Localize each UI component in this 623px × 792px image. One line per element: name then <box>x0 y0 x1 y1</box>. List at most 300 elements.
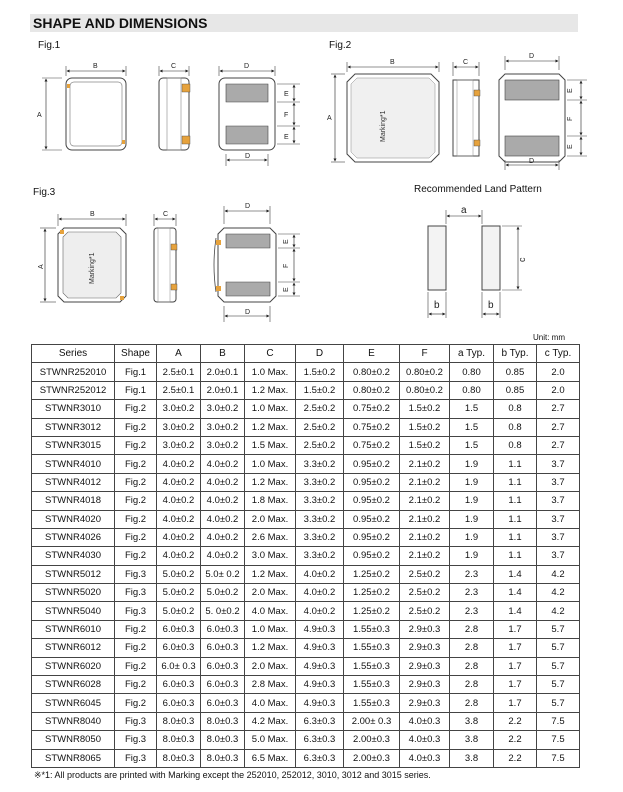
table-cell: 6.0±0.3 <box>201 657 245 675</box>
table-cell: STWNR3015 <box>32 436 115 454</box>
land-dim-b-right: b <box>488 300 494 311</box>
table-cell: 3.0 Max. <box>245 547 296 565</box>
table-cell: 2.9±0.3 <box>400 639 450 657</box>
table-cell: Fig.2 <box>115 676 157 694</box>
table-cell: 0.8 <box>494 400 537 418</box>
fig1-dim-d-top: D <box>244 63 250 70</box>
table-row <box>32 602 580 620</box>
table-cell: 2.5±0.1 <box>157 363 201 381</box>
table-cell: 1.4 <box>494 602 537 620</box>
column-header: F <box>400 345 450 363</box>
table-cell: 2.7 <box>537 418 580 436</box>
table-cell: Fig.2 <box>115 418 157 436</box>
table-row <box>32 657 580 675</box>
table-cell: 3.3±0.2 <box>296 528 344 546</box>
table-row <box>32 565 580 583</box>
table-cell: 0.85 <box>494 363 537 381</box>
table-cell: 0.75±0.2 <box>344 400 400 418</box>
column-header: Shape <box>115 345 157 363</box>
table-cell: Fig.2 <box>115 400 157 418</box>
table-cell: 4.2 <box>537 565 580 583</box>
table-cell: 1.7 <box>494 676 537 694</box>
fig1-dim-d-bottom: D <box>245 153 251 160</box>
table-cell: 2.7 <box>537 400 580 418</box>
table-cell: Fig.2 <box>115 547 157 565</box>
table-cell: 4.0±0.2 <box>157 473 201 491</box>
fig1-dim-b: B <box>93 63 98 70</box>
fig2-dim-b: B <box>390 59 395 66</box>
table-cell: 1.0 Max. <box>245 363 296 381</box>
table-cell: 1.2 Max. <box>245 381 296 399</box>
fig1-dim-e-bottom: E <box>284 134 289 141</box>
table-cell: 6.0±0.3 <box>157 676 201 694</box>
unit-label: Unit: mm <box>533 333 565 342</box>
table-cell: 4.2 <box>537 602 580 620</box>
table-cell: 2.1±0.2 <box>400 492 450 510</box>
table-cell: 1.0 Max. <box>245 455 296 473</box>
table-cell: 4.2 <box>537 584 580 602</box>
table-cell: 3.7 <box>537 547 580 565</box>
table-cell: 3.0±0.2 <box>201 400 245 418</box>
table-cell: 7.5 <box>537 731 580 749</box>
table-cell: STWNR5020 <box>32 584 115 602</box>
fig3-dim-e-top: E <box>283 239 290 244</box>
table-cell: 1.5 Max. <box>245 436 296 454</box>
table-cell: 4.2 Max. <box>245 712 296 730</box>
table-cell: Fig.2 <box>115 657 157 675</box>
table-cell: 0.95±0.2 <box>344 455 400 473</box>
fig1-label: Fig.1 <box>38 40 61 51</box>
table-cell: 0.80 <box>450 363 494 381</box>
table-cell: Fig.2 <box>115 473 157 491</box>
table-cell: 3.0±0.2 <box>201 418 245 436</box>
table-cell: 0.80±0.2 <box>400 363 450 381</box>
table-cell: 1.9 <box>450 510 494 528</box>
column-header: a Typ. <box>450 345 494 363</box>
table-cell: 1.1 <box>494 492 537 510</box>
fig2-drawing <box>325 50 595 175</box>
table-cell: 1.1 <box>494 528 537 546</box>
fig2-dim-a: A <box>327 115 332 122</box>
table-cell: STWNR6028 <box>32 676 115 694</box>
table-cell: 1.1 <box>494 547 537 565</box>
table-cell: 3.3±0.2 <box>296 547 344 565</box>
table-cell: Fig.3 <box>115 731 157 749</box>
table-cell: 1.7 <box>494 639 537 657</box>
table-cell: 1.9 <box>450 528 494 546</box>
table-cell: Fig.2 <box>115 492 157 510</box>
table-row <box>32 473 580 491</box>
table-cell: 3.0±0.2 <box>157 418 201 436</box>
table-cell: 2.1±0.2 <box>400 510 450 528</box>
table-cell: 1.2 Max. <box>245 418 296 436</box>
table-cell: 2.2 <box>494 749 537 767</box>
fig3-dim-c: C <box>163 211 169 218</box>
table-cell: 1.0 Max. <box>245 620 296 638</box>
fig3-dim-d-bottom: D <box>245 309 251 316</box>
table-cell: 2.9±0.3 <box>400 657 450 675</box>
table-cell: 4.0±0.2 <box>201 455 245 473</box>
land-pad-right <box>482 226 500 290</box>
table-cell: 2.2 <box>494 731 537 749</box>
table-cell: 0.95±0.2 <box>344 547 400 565</box>
table-cell: 1.1 <box>494 455 537 473</box>
table-cell: 6.0±0.3 <box>201 676 245 694</box>
table-cell: 3.3±0.2 <box>296 455 344 473</box>
table-cell: 2.3 <box>450 565 494 583</box>
fig3-drawing <box>30 198 320 328</box>
table-row <box>32 547 580 565</box>
table-cell: STWNR6012 <box>32 639 115 657</box>
table-cell: STWNR6020 <box>32 657 115 675</box>
table-cell: 8.0±0.3 <box>157 731 201 749</box>
table-cell: 7.5 <box>537 712 580 730</box>
table-row <box>32 455 580 473</box>
table-cell: 5.0±0.2 <box>157 584 201 602</box>
table-cell: Fig.1 <box>115 363 157 381</box>
table-cell: 0.80 <box>450 381 494 399</box>
table-cell: 3.7 <box>537 455 580 473</box>
table-cell: 8.0±0.3 <box>201 749 245 767</box>
table-cell: Fig.3 <box>115 712 157 730</box>
table-cell: 2.00± 0.3 <box>344 712 400 730</box>
table-cell: 0.95±0.2 <box>344 492 400 510</box>
table-cell: 6.0±0.3 <box>157 620 201 638</box>
table-cell: 6.3±0.3 <box>296 749 344 767</box>
table-cell: 5. 0±0.2 <box>201 602 245 620</box>
table-cell: 1.5±0.2 <box>296 381 344 399</box>
table-row <box>32 749 580 767</box>
dimensions-table <box>31 344 580 768</box>
table-cell: 1.0 Max. <box>245 400 296 418</box>
fig3-dim-a: A <box>38 264 45 269</box>
fig1-dim-f: F <box>284 112 289 119</box>
land-dim-c: c <box>517 257 527 262</box>
table-cell: 4.0 Max. <box>245 602 296 620</box>
table-cell: 2.8 <box>450 639 494 657</box>
table-cell: 4.9±0.3 <box>296 639 344 657</box>
table-cell: 4.0±0.2 <box>201 528 245 546</box>
table-cell: 4.0±0.2 <box>157 510 201 528</box>
table-cell: 5.0±0.2 <box>157 565 201 583</box>
table-cell: 1.25±0.2 <box>344 602 400 620</box>
table-cell: 2.5±0.2 <box>400 584 450 602</box>
table-cell: 1.7 <box>494 694 537 712</box>
table-cell: Fig.3 <box>115 602 157 620</box>
table-cell: 1.25±0.2 <box>344 584 400 602</box>
table-cell: 2.9±0.3 <box>400 694 450 712</box>
column-header: C <box>245 345 296 363</box>
page-title: SHAPE AND DIMENSIONS <box>33 15 208 31</box>
table-cell: 1.5±0.2 <box>296 363 344 381</box>
table-cell: 1.2 Max. <box>245 639 296 657</box>
table-cell: 3.3±0.2 <box>296 510 344 528</box>
table-cell: STWNR5012 <box>32 565 115 583</box>
fig2-marking: Marking*1 <box>380 110 387 142</box>
column-header: E <box>344 345 400 363</box>
table-row <box>32 418 580 436</box>
table-cell: 1.9 <box>450 492 494 510</box>
table-cell: 6.0±0.3 <box>201 694 245 712</box>
fig1-dim-a: A <box>37 112 42 119</box>
table-cell: 5.7 <box>537 639 580 657</box>
table-row <box>32 584 580 602</box>
table-cell: 1.5±0.2 <box>400 436 450 454</box>
table-cell: STWNR8050 <box>32 731 115 749</box>
table-cell: 1.9 <box>450 547 494 565</box>
table-cell: 3.8 <box>450 749 494 767</box>
table-cell: 1.7 <box>494 657 537 675</box>
table-cell: 4.0±0.2 <box>201 510 245 528</box>
table-cell: 3.7 <box>537 492 580 510</box>
table-cell: 2.00±0.3 <box>344 749 400 767</box>
table-cell: 5.7 <box>537 657 580 675</box>
table-cell: Fig.3 <box>115 584 157 602</box>
fig3-dim-b: B <box>90 211 95 218</box>
table-cell: 4.9±0.3 <box>296 676 344 694</box>
table-cell: Fig.1 <box>115 381 157 399</box>
table-cell: 0.80±0.2 <box>344 363 400 381</box>
fig2-dim-d-top: D <box>529 53 535 60</box>
table-cell: 2.2 <box>494 712 537 730</box>
table-cell: 2.1±0.2 <box>400 455 450 473</box>
fig2-dim-c: C <box>463 59 469 66</box>
table-cell: 1.5±0.2 <box>400 400 450 418</box>
table-cell: 0.85 <box>494 381 537 399</box>
table-cell: 4.0 Max. <box>245 694 296 712</box>
table-cell: 2.8 Max. <box>245 676 296 694</box>
table-cell: 3.7 <box>537 510 580 528</box>
table-cell: 0.8 <box>494 418 537 436</box>
table-cell: 6.0±0.3 <box>201 639 245 657</box>
table-cell: 2.0 Max. <box>245 657 296 675</box>
table-cell: 0.75±0.2 <box>344 436 400 454</box>
table-cell: 0.75±0.2 <box>344 418 400 436</box>
fig1-dim-e-top: E <box>284 91 289 98</box>
table-cell: 0.80±0.2 <box>344 381 400 399</box>
column-header: c Typ. <box>537 345 580 363</box>
table-row <box>32 400 580 418</box>
table-cell: 2.8 <box>450 657 494 675</box>
table-cell: 4.0±0.2 <box>201 473 245 491</box>
table-cell: 2.6 Max. <box>245 528 296 546</box>
table-cell: 3.7 <box>537 528 580 546</box>
table-cell: 4.9±0.3 <box>296 657 344 675</box>
table-cell: 8.0±0.3 <box>201 712 245 730</box>
table-cell: 1.2 Max. <box>245 473 296 491</box>
table-row <box>32 712 580 730</box>
table-cell: 3.8 <box>450 731 494 749</box>
footnote: ※*1: All products are printed with Marking except the 252010, 252012, 3010, 3012 and 3015 series. <box>34 770 431 780</box>
table-cell: STWNR6045 <box>32 694 115 712</box>
table-cell: 2.9±0.3 <box>400 620 450 638</box>
table-cell: 8.0±0.3 <box>201 731 245 749</box>
table-cell: 4.0±0.2 <box>157 455 201 473</box>
fig2-dim-f: F <box>567 116 574 121</box>
table-cell: 6.0±0.3 <box>157 639 201 657</box>
column-header: Series <box>32 345 115 363</box>
table-cell: 0.95±0.2 <box>344 510 400 528</box>
table-cell: 4.0±0.2 <box>157 492 201 510</box>
table-cell: Fig.2 <box>115 436 157 454</box>
table-cell: 1.9 <box>450 473 494 491</box>
table-cell: 0.95±0.2 <box>344 473 400 491</box>
column-header: A <box>157 345 201 363</box>
table-cell: 3.8 <box>450 712 494 730</box>
table-row <box>32 363 580 381</box>
table-row <box>32 676 580 694</box>
table-cell: 2.00±0.3 <box>344 731 400 749</box>
table-cell: 1.1 <box>494 473 537 491</box>
table-cell: 6.5 Max. <box>245 749 296 767</box>
table-cell: 3.0±0.2 <box>201 436 245 454</box>
fig1-dim-c: C <box>171 63 177 70</box>
table-cell: 5.0±0.2 <box>157 602 201 620</box>
table-cell: 2.0 Max. <box>245 584 296 602</box>
table-cell: 6.0±0.3 <box>201 620 245 638</box>
table-cell: 3.7 <box>537 473 580 491</box>
table-cell: 3.0±0.2 <box>157 400 201 418</box>
table-cell: STWNR8065 <box>32 749 115 767</box>
table-cell: 0.95±0.2 <box>344 528 400 546</box>
column-header: D <box>296 345 344 363</box>
table-row <box>32 492 580 510</box>
table-cell: 2.5±0.2 <box>400 602 450 620</box>
table-cell: 2.0±0.1 <box>201 381 245 399</box>
table-cell: 3.0±0.2 <box>157 436 201 454</box>
table-cell: STWNR4010 <box>32 455 115 473</box>
table-cell: 2.8 <box>450 694 494 712</box>
fig2-dim-d-bottom: D <box>529 158 535 165</box>
table-cell: STWNR4026 <box>32 528 115 546</box>
table-row <box>32 381 580 399</box>
land-pattern-label: Recommended Land Pattern <box>414 184 542 195</box>
table-cell: 1.8 Max. <box>245 492 296 510</box>
fig1-top-view <box>66 78 126 150</box>
table-cell: 1.9 <box>450 455 494 473</box>
table-cell: 2.8 <box>450 620 494 638</box>
table-cell: Fig.3 <box>115 749 157 767</box>
column-header: B <box>201 345 245 363</box>
fig3-marking: Marking*1 <box>89 252 96 284</box>
table-cell: STWNR5040 <box>32 602 115 620</box>
table-cell: Fig.2 <box>115 639 157 657</box>
table-cell: 1.4 <box>494 584 537 602</box>
table-cell: 5.0 Max. <box>245 731 296 749</box>
table-cell: 4.0±0.3 <box>400 731 450 749</box>
table-cell: 1.55±0.3 <box>344 676 400 694</box>
table-cell: 8.0±0.3 <box>157 712 201 730</box>
table-cell: 1.5±0.2 <box>400 418 450 436</box>
table-cell: STWNR8040 <box>32 712 115 730</box>
table-cell: 2.0 <box>537 363 580 381</box>
fig3-dim-e-bottom: E <box>283 287 290 292</box>
table-cell: 4.9±0.3 <box>296 620 344 638</box>
table-cell: 1.5 <box>450 400 494 418</box>
table-body <box>32 363 580 768</box>
table-cell: 1.7 <box>494 620 537 638</box>
table-cell: 2.8 <box>450 676 494 694</box>
table-cell: Fig.2 <box>115 620 157 638</box>
table-cell: STWNR4018 <box>32 492 115 510</box>
table-cell: 4.0±0.3 <box>400 712 450 730</box>
table-cell: 2.5±0.2 <box>296 418 344 436</box>
fig3-label: Fig.3 <box>33 187 56 198</box>
table-cell: STWNR252010 <box>32 363 115 381</box>
table-cell: 1.4 <box>494 565 537 583</box>
table-cell: 4.0±0.2 <box>201 547 245 565</box>
table-cell: 2.5±0.1 <box>157 381 201 399</box>
land-pad-left <box>428 226 446 290</box>
fig2-dim-e-bottom: E <box>567 144 574 149</box>
fig1-drawing <box>30 50 320 175</box>
table-cell: 5.0±0.2 <box>201 584 245 602</box>
table-cell: STWNR4012 <box>32 473 115 491</box>
table-row <box>32 620 580 638</box>
table-cell: STWNR6010 <box>32 620 115 638</box>
table-cell: 2.0 <box>537 381 580 399</box>
fig3-dim-d-top: D <box>245 203 251 210</box>
table-cell: 5.7 <box>537 694 580 712</box>
fig2-label: Fig.2 <box>329 40 352 51</box>
table-cell: 8.0±0.3 <box>157 749 201 767</box>
table-cell: 2.3 <box>450 602 494 620</box>
table-row <box>32 436 580 454</box>
table-row <box>32 510 580 528</box>
table-cell: 6.3±0.3 <box>296 712 344 730</box>
table-cell: 2.1±0.2 <box>400 473 450 491</box>
table-cell: STWNR4030 <box>32 547 115 565</box>
table-cell: 4.0±0.2 <box>296 602 344 620</box>
table-cell: 1.55±0.3 <box>344 657 400 675</box>
table-cell: 1.5 <box>450 436 494 454</box>
column-header: b Typ. <box>494 345 537 363</box>
table-cell: 4.0±0.2 <box>296 584 344 602</box>
table-cell: 5.0± 0.2 <box>201 565 245 583</box>
table-cell: 2.1±0.2 <box>400 547 450 565</box>
table-cell: STWNR3012 <box>32 418 115 436</box>
land-pattern-drawing <box>410 196 560 326</box>
table-cell: 2.0±0.1 <box>201 363 245 381</box>
table-cell: STWNR3010 <box>32 400 115 418</box>
fig3-side-view <box>154 228 176 302</box>
table-cell: 6.0±0.3 <box>157 694 201 712</box>
table-cell: Fig.3 <box>115 565 157 583</box>
table-cell: 5.7 <box>537 620 580 638</box>
table-cell: 4.0±0.3 <box>400 749 450 767</box>
table-row <box>32 731 580 749</box>
table-row <box>32 694 580 712</box>
table-cell: 3.3±0.2 <box>296 492 344 510</box>
table-cell: 7.5 <box>537 749 580 767</box>
land-dim-a: a <box>461 205 467 216</box>
table-cell: 2.7 <box>537 436 580 454</box>
table-cell: 1.5 <box>450 418 494 436</box>
table-cell: 2.5±0.2 <box>296 400 344 418</box>
table-cell: 2.5±0.2 <box>400 565 450 583</box>
table-header-row <box>32 345 580 363</box>
table-cell: 2.1±0.2 <box>400 528 450 546</box>
table-cell: 4.0±0.2 <box>157 547 201 565</box>
table-cell: Fig.2 <box>115 528 157 546</box>
table-cell: 4.0±0.2 <box>201 492 245 510</box>
table-cell: 4.0±0.2 <box>296 565 344 583</box>
table-cell: 4.9±0.3 <box>296 694 344 712</box>
table-cell: 2.3 <box>450 584 494 602</box>
table-cell: 1.2 Max. <box>245 565 296 583</box>
table-cell: STWNR252012 <box>32 381 115 399</box>
table-cell: 1.1 <box>494 510 537 528</box>
